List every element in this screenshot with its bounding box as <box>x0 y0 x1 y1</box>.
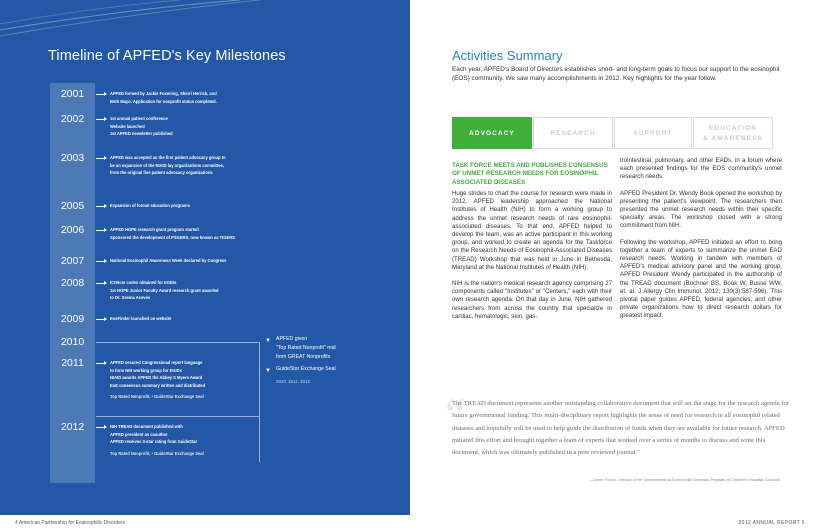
award-text: GuideStar Exchange Seal <box>276 366 336 372</box>
timeline-item: APFED HOPE research grant program started <box>110 227 199 232</box>
category-tabs <box>452 117 772 149</box>
timeline-item: 1st HOPE Junior Faculty Award research grant awarded <box>110 287 219 293</box>
body-column-1 <box>452 190 612 329</box>
year-label: 2008 <box>60 277 85 289</box>
year-label: 2010 <box>60 336 85 348</box>
timeline-item: 1st annual patient conference <box>110 116 168 121</box>
award-ribbon-icon: ▼ <box>265 368 271 374</box>
year-label: 2011 <box>61 357 84 369</box>
page-title: Activities Summary <box>452 48 563 63</box>
timeline-item: Top Rated Nonprofit, • GuideStar Exchange Seal <box>110 450 204 456</box>
year-label: 2009 <box>60 313 85 325</box>
year-label: 2002 <box>60 113 85 125</box>
body-paragraph: APFED President Dr. Wendy Book opened the workshop by presenting the patient's viewpoint. The researchers then presented the unmet research needs within their specific specialty areas. The workshop closed with a strong commitment from NIH. <box>620 189 782 230</box>
arrow-icon <box>96 158 105 159</box>
footer-left: 4 American Partnership for Eosinophilic Disorders <box>15 520 126 526</box>
timeline-item: Beth Mayo. Application for nonprofit status completed. <box>110 98 217 104</box>
timeline-page <box>0 0 410 515</box>
tab-research[interactable]: RESEARCH <box>533 117 613 149</box>
year-label: 2012 <box>60 421 85 433</box>
timeline-item: Website launched <box>110 123 145 129</box>
timeline-item: be an expansion of the NIAID lay organizations committee, <box>110 162 224 168</box>
awards-callout <box>264 335 374 386</box>
arrow-icon <box>96 206 105 207</box>
arrow-icon <box>96 230 105 231</box>
timeline-item: APFED secured Congressional report language <box>110 360 203 365</box>
timeline-item: APFED formed by Jackie Foxening, Sherri Herrick, and <box>110 91 217 96</box>
timeline-item: National Eosinophil Awareness Week declared by Congress <box>110 258 227 263</box>
timeline-item: to form NIH working group for EGIDs <box>110 367 182 373</box>
year-label: 2001 <box>60 88 85 100</box>
timeline-item: 1st APFED newsletter published <box>110 131 173 136</box>
arrow-icon <box>96 261 105 262</box>
body-column-2 <box>620 157 782 329</box>
tab-label: & AWARENESS <box>703 135 763 142</box>
body-paragraph: NIH is the nation's medical research agency comprising 27 components called "Institutes" or "Centers," each with their own research agenda. On that day in June, NIH gathered researchers from across the country that specialize in cardiac, hematologic, skin, gas- <box>452 280 612 320</box>
body-paragraph: Following the workshop, APFED initiated an effort to bring together a team of experts to summarize the unmet EAD research needs. Working in tandem with members of APFED's medical advisory panel and the working group, APFED President Wendy participated in the authorship of the TREAD document (Bochner BS, Book W, Busse WW, et. al. J Allergy Clin Immunol. 2012; 130(3):587-596). This pivotal paper guides APFED, federal agencies, and other private organizations how to direct research dollars for greatest impact. <box>620 238 782 320</box>
timeline-item: NIAID awards APFED the Abbey S Myers Award <box>110 375 203 380</box>
body-paragraph: trointestinal, pulmonary, and other EADs, in a forum where each presented findings for the EOS community's unmet research needs. <box>620 157 782 181</box>
timeline-item: to Dr. Seema Aceves <box>110 295 151 300</box>
award-text: from GREAT Nonprofits <box>276 354 331 360</box>
timeline-item: Expansion of formal education programs <box>110 203 190 208</box>
timeline-item: from the original five patient advocacy organizations <box>110 170 213 175</box>
quote-mark-icon: “ <box>445 388 466 439</box>
timeline-item: APFED president as coauthor <box>110 431 168 437</box>
arrow-icon <box>96 319 105 320</box>
year-label: 2006 <box>60 224 85 236</box>
arrow-icon <box>96 427 105 428</box>
year-label: 2005 <box>60 200 85 212</box>
timeline-item: EosFinder launched on website <box>110 316 172 321</box>
timeline-item: APFED was accepted as the first patient advocacy group to <box>110 155 226 160</box>
timeline-item: EoE consensus summary written and distributed <box>110 382 206 388</box>
tab-support[interactable]: SUPPORT <box>614 117 692 149</box>
footer-right: 2012 ANNUAL REPORT 5 <box>738 520 805 526</box>
year-label: 2003 <box>60 152 85 164</box>
pull-quote: The TREAD document represents another outstanding collaborative document that will set the stage for the research agenda for future governmental funding. This multi-disciplinary report highlights the areas of need for research in all eosinophil related diseases and hopefully will be used to help guide the distribution of funds when they are available for future research. APFED initiated this effort and brought together a team of experts that worked over a series of months to discuss and write this document, which was ultimately published in a peer reviewed journal." <box>452 400 789 457</box>
year-label: 2007 <box>60 255 85 267</box>
timeline-item: ICD9cm codes obtained for EGIDs <box>110 280 177 285</box>
connector-line <box>96 342 259 343</box>
intro-paragraph: Each year, APFED's Board of Directors establishes short- and long-term goals to focus our support to the eosinophil (EOS) community. We saw many accomplishments in 2012. Key highlights for the year follow. <box>452 66 780 82</box>
body-paragraph: Huge strides to chart the course for research were made in 2012. APFED leadership approached the National Institutes of Health (NIH) to form a working group to address the unmet research needs of rare eosinophil-associated diseases. To that end, APFED helped to develop the team, was an active participant in this working group, and worked to create an agenda for the Taskforce on the Research Needs of Eosinophil-Associated Diseases (TREAD) Workshop that was held in June in Bethesda, Maryland at the National Institutes of Health (NIH). <box>452 190 612 271</box>
award-ribbon-icon: ▼ <box>265 338 271 344</box>
timeline-item: NIH TREAD document published with <box>110 424 183 429</box>
timeline-item: Top Rated Nonprofit, • GuideStar Exchange Seal <box>110 394 204 399</box>
section-heading: TASK FORCE MEETS AND PUBLISHES CONSENSUS OF UNMET RESEARCH NEEDS FOR EOSINOPHIL ASSOCIATED DISEASES <box>452 162 608 186</box>
arrow-icon <box>96 94 105 95</box>
timeline-item: APFED receives 3-star rating from GuideStar <box>110 439 198 444</box>
award-text: "Top Rated Nonprofit" mid <box>276 345 336 351</box>
arrow-icon <box>96 283 105 284</box>
award-years: 2010, 2011, 2012 <box>276 379 310 384</box>
arrow-icon <box>96 119 105 120</box>
timeline-item: Sponsored the development of PSGERS, now known as TIGERS <box>110 234 235 240</box>
tab-label: EDUCATION <box>708 125 758 132</box>
activities-page <box>410 0 820 515</box>
award-text: APFED given <box>276 336 308 342</box>
tab-education-awareness[interactable] <box>693 117 773 149</box>
tab-advocacy[interactable]: ADVOCACY <box>452 117 532 149</box>
connector-line <box>96 416 259 417</box>
timeline-title: Timeline of APFED's Key Milestones <box>48 48 286 64</box>
arrow-icon <box>96 363 105 364</box>
quote-attribution: —Glenn Furuta, Director of the Gastrointestinal Eosinophilic Diseases Program at Children's Hospital Colorado <box>589 477 780 482</box>
page-footer <box>0 515 820 531</box>
